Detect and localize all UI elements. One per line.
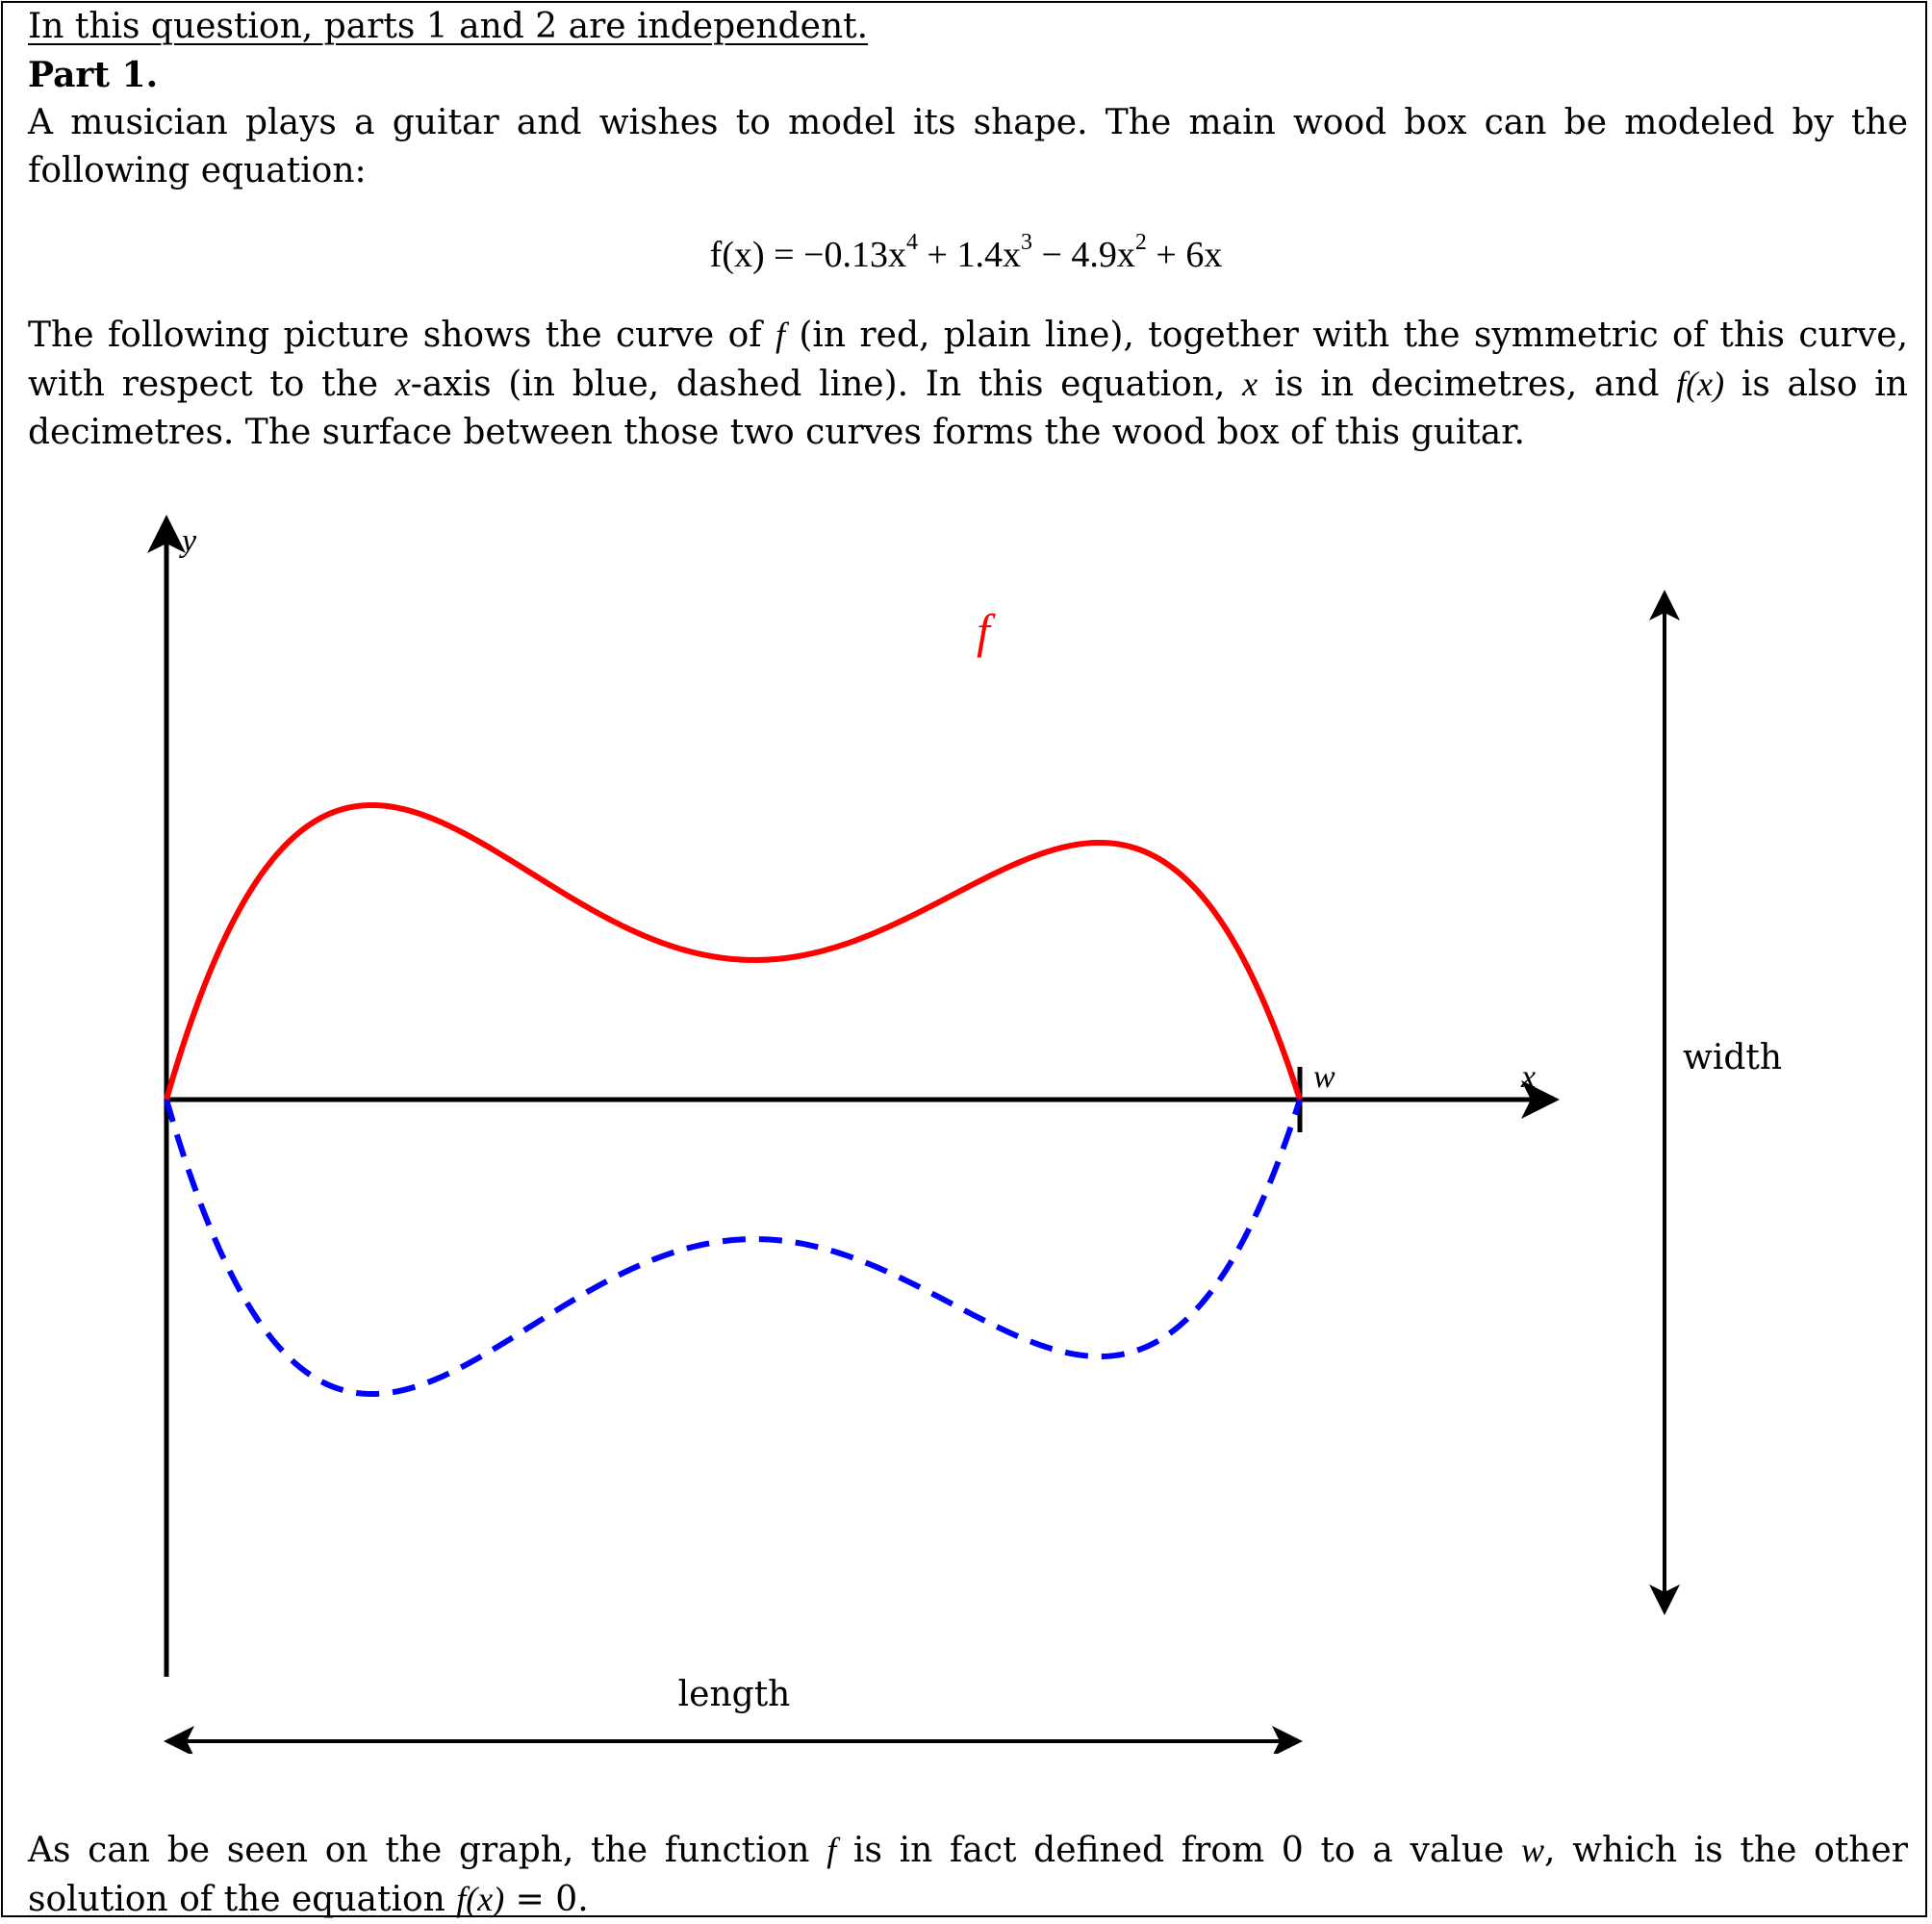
equation-term-3: − 4.9x: [1031, 235, 1135, 275]
para2-text-2: (in red, plain line), together with the symmetric of this curve, with respect to the: [28, 316, 1909, 404]
curve-f: [166, 805, 1300, 1100]
para2-x-axis: x: [394, 365, 411, 403]
para3-text-1: As can be seen on the graph, the function: [28, 1831, 827, 1870]
para2-x: x: [1242, 365, 1258, 403]
curve-f-label: f: [977, 604, 990, 658]
para2-text-4: is in decimetres, and: [1258, 365, 1677, 404]
equation-exponent-3: 2: [1134, 230, 1147, 255]
para3-f: f: [826, 1831, 837, 1869]
equation-term-4: + 6x: [1146, 235, 1223, 275]
x-axis-label: x: [1521, 1059, 1537, 1095]
equation-exponent-1: 4: [906, 230, 919, 255]
equation: [3, 230, 1929, 276]
para2-f: f: [775, 316, 785, 354]
guitar-figure: [3, 503, 1929, 1754]
para2-text-3: -axis (in blue, dashed line). In this equation,: [410, 365, 1243, 404]
curve-mirror: [166, 1100, 1300, 1394]
equation-lhs: f(x) =: [709, 235, 804, 275]
equation-term-1: −0.13x: [803, 235, 907, 275]
equation-term-2: + 1.4x: [918, 235, 1021, 275]
paragraph-conclusion: [28, 1826, 1908, 1924]
part-title: Part 1.: [28, 55, 159, 95]
question-header: [28, 3, 1908, 195]
para3-w: w: [1521, 1831, 1545, 1869]
para2-text-1: The following picture shows the curve of: [28, 316, 775, 355]
para3-text-4: = 0.: [504, 1880, 589, 1919]
length-label: length: [677, 1675, 791, 1714]
intro-text: In this question, parts 1 and 2 are independent.: [28, 7, 869, 46]
y-axis-label: y: [182, 523, 197, 559]
para3-text-3: , which is the other solution of the equation: [28, 1831, 1908, 1919]
para2-fx: f(x): [1676, 365, 1725, 403]
document-page: [1, 1, 1927, 1917]
equation-exponent-2: 3: [1020, 230, 1032, 255]
para3-fx: f(x): [456, 1880, 505, 1918]
para2-text-5: is also in decimetres. The surface between those two curves forms the wood box of this guitar.: [28, 365, 1908, 452]
paragraph-description: [28, 311, 1908, 457]
width-label: width: [1683, 1038, 1783, 1077]
paragraph-intro: A musician plays a guitar and wishes to model its shape. The main wood box can be modeled by the following equation:: [28, 103, 1908, 190]
w-label: w: [1313, 1059, 1335, 1095]
para3-text-2: is in fact defined from 0 to a value: [836, 1831, 1522, 1870]
